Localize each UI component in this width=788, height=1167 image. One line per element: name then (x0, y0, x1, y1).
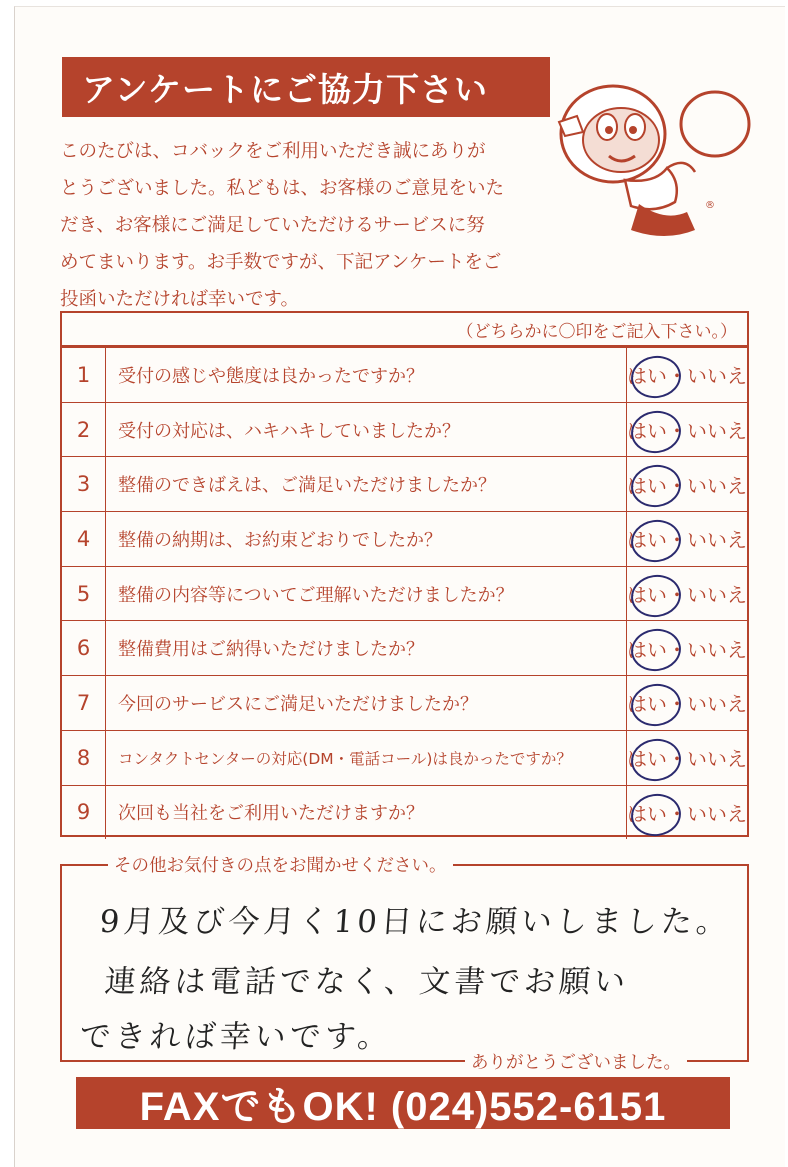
comments-box[interactable] (60, 856, 749, 1073)
fax-banner: FAXでもOK! (024)552-6151 (76, 1077, 730, 1129)
survey-row-4 (62, 511, 747, 566)
question-number: 7 (62, 676, 106, 730)
survey-row-7 (62, 675, 747, 730)
question-text: 今回のサービスにご満足いただけましたか？ (106, 676, 627, 730)
answer-label: はい・いいえ (627, 583, 747, 608)
answer-label: はい・いいえ (627, 637, 747, 662)
answer-label: はい・いいえ (627, 801, 747, 826)
question-number: 9 (62, 786, 106, 840)
registered-mark: ® (705, 200, 715, 211)
question-text: コンタクトセンターの対応(DM・電話コール)は良かったですか？ (106, 731, 627, 785)
handwritten-comment-line: 連絡は電話でなく、文書でお願い (103, 964, 631, 1000)
intro-line: 投函いただければ幸いです。 (60, 289, 300, 310)
question-text: 整備の内容等についてご理解いただけましたか？ (106, 567, 627, 621)
intro-line: めてまいります。お手数ですが、下記アンケートをご (60, 252, 502, 273)
intro-line: とうございました。私どもは、お客様のご意見をいた (60, 178, 505, 199)
survey-row-5 (62, 566, 747, 621)
thanks-text: ありがとうございました。 (465, 1049, 687, 1074)
survey-row-6 (62, 620, 747, 675)
answer-label: はい・いいえ (627, 692, 747, 717)
answer-choice[interactable] (627, 731, 747, 785)
question-text: 受付の感じや態度は良かったですか？ (106, 348, 627, 402)
question-number: 6 (62, 621, 106, 675)
survey-row-2 (62, 402, 747, 457)
comments-label: その他お気付きの点をお聞かせください。 (108, 852, 453, 877)
question-text: 整備の納期は、お約束どおりでしたか？ (106, 512, 627, 566)
intro-text (60, 133, 560, 318)
answer-label: はい・いいえ (627, 473, 747, 498)
answer-label: はい・いいえ (627, 528, 747, 553)
answer-choice[interactable] (627, 567, 747, 621)
survey-title: アンケートにご協力下さい (62, 57, 550, 117)
survey-instruction: （どちらかに〇印をご記入下さい。） (62, 313, 747, 347)
survey-row-1 (62, 347, 747, 402)
survey-row-3 (62, 456, 747, 511)
answer-choice[interactable] (627, 621, 747, 675)
answer-label: はい・いいえ (627, 747, 747, 772)
handwritten-comment-line: できれば幸いです。 (78, 1019, 394, 1055)
answer-label: はい・いいえ (627, 364, 747, 389)
intro-line: だき、お客様にご満足していただけるサービスに努 (60, 215, 485, 236)
question-number: 1 (62, 348, 106, 402)
answer-choice[interactable] (627, 348, 747, 402)
answer-choice[interactable] (627, 676, 747, 730)
intro-line: このたびは、コバックをご利用いただき誠にありが (60, 141, 486, 162)
answer-choice[interactable] (627, 457, 747, 511)
question-text: 次回も当社をご利用いただけますか？ (106, 786, 627, 840)
question-number: 5 (62, 567, 106, 621)
answer-choice[interactable] (627, 786, 747, 840)
answer-choice[interactable] (627, 403, 747, 457)
question-text: 整備のできばえは、ご満足いただけましたか？ (106, 457, 627, 511)
question-number: 8 (62, 731, 106, 785)
question-number: 2 (62, 403, 106, 457)
survey-row-8 (62, 730, 747, 785)
survey-table (60, 311, 749, 837)
answer-choice[interactable] (627, 512, 747, 566)
question-text: 受付の対応は、ハキハキしていましたか？ (106, 403, 627, 457)
survey-row-9 (62, 785, 747, 840)
answer-label: はい・いいえ (627, 419, 747, 444)
mascot-icon (555, 72, 760, 247)
question-number: 3 (62, 457, 106, 511)
question-number: 4 (62, 512, 106, 566)
handwritten-comment-line: 9月及び今月く10日にお願いしました。 (98, 904, 733, 940)
question-text: 整備費用はご納得いただけましたか？ (106, 621, 627, 675)
